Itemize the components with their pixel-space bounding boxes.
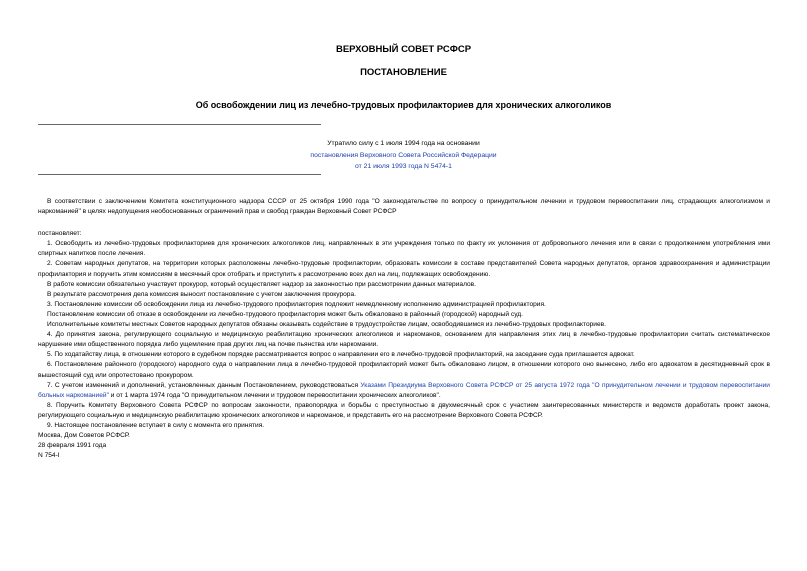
issuer-heading: ВЕРХОВНЫЙ СОВЕТ РСФСР bbox=[335, 44, 472, 55]
paragraph-3a: Постановление комиссии об отказе в освобождении из лечебно-трудового профилактория может быть обжаловано в районный (городской) народный суд. bbox=[47, 310, 523, 318]
paragraph-4: 4. До принятия закона, регулирующего социальную и медицинскую реабилитацию хронических алкоголиков и наркоманов, основанием для направления этих лиц в лечебно-трудовые профилактории считать систематическое нарушение ими общественного порядка либо ущемление прав других лиц на почве пьянства или наркомании. bbox=[38, 331, 770, 349]
paragraph-7-lead: 7. С учетом изменений и дополнений, установленных данным Постановлением, руководствоваться bbox=[47, 381, 361, 389]
paragraph-7 bbox=[38, 381, 770, 401]
paragraph-2a: В работе комиссии обязательно участвует прокурор, который осуществляет надзор за законностью при рассмотрении данных материалов. bbox=[47, 280, 476, 288]
paragraph-3: 3. Постановление комиссии об освобождении лица из лечебно-трудового профилактория подлежит немедленному исполнению администрацией профилактория. bbox=[47, 300, 546, 308]
document-title: Об освобождении лиц из лечебно-трудовых профилакториев для хронических алкоголиков bbox=[195, 100, 612, 110]
signature-date: 28 февраля 1991 года bbox=[38, 442, 107, 450]
top-divider bbox=[38, 124, 321, 125]
document-type-heading: ПОСТАНОВЛЕНИЕ bbox=[360, 67, 447, 78]
presidium-decrees-link[interactable]: Указами Президиума Верховного Совета РСФСР от 25 августа 1972 года "О принудительном лечении и трудовом перевоспитании больных наркоманией" bbox=[38, 381, 770, 399]
document-body bbox=[38, 197, 770, 461]
preamble-paragraph: В соответствии с заключением Комитета конституционного надзора СССР от 25 октября 1990 года "О законодательстве по вопросу о принудительном лечении и трудовом перевоспитании лиц, страдающих алкоголизмом и наркоманией" в целях недопущения необоснованных ограничений прав и свобод граждан Верховный Совет РСФСР bbox=[38, 198, 770, 216]
repeal-decree-link[interactable]: постановления Верховного Совета Российской Федерации bbox=[310, 151, 497, 159]
paragraph-8: 8. Поручить Комитету Верховного Совета РСФСР по вопросам законности, правопорядка и борьбы с преступностью в двухмесячный срок с участием заинтересованных министерств и ведомств доработать проект закона, регулирующего социальную и медицинскую реабилитацию хронических алкоголиков и наркоманов, и представить его на рассмотрение Верховного Совета РСФСР. bbox=[38, 401, 770, 419]
paragraph-9: 9. Настоящее постановление вступает в силу с момента его принятия. bbox=[47, 421, 265, 429]
status-note bbox=[0, 138, 807, 173]
paragraph-2: 2. Советам народных депутатов, на территории которых расположены лечебно-трудовые профилактории, образовать комиссии в составе представителей Совета народных депутатов, органов здравоохранения и администрации профилактория и поручить этим комиссиям в месячный срок отобрать и приступить к рассмотрению всех дел на лиц, подлежащих освобождению. bbox=[38, 260, 770, 278]
paragraph-6: 6. Постановление районного (городского) народного суда о направлении лица в лечебно-трудовой профилакторий может быть обжаловано лицом, в отношении которого оно вынесено, либо его адвокатом в десятидневный срок в вышестоящий суд или опротестовано прокурором. bbox=[38, 361, 770, 379]
signature-number: N 754-I bbox=[38, 452, 60, 460]
paragraph-2b: В результате рассмотрения дела комиссия выносит постановление с учетом заключения прокурора. bbox=[47, 290, 356, 298]
bottom-divider bbox=[38, 174, 321, 175]
paragraph-5: 5. По ходатайству лица, в отношении которого в судебном порядке рассматривается вопрос о направлении его в лечебно-трудовой профилакторий, на заседание суда приглашается адвокат. bbox=[47, 351, 635, 359]
signature-place: Москва, Дом Советов РСФСР. bbox=[38, 432, 130, 440]
status-note-line1: Утратило силу с 1 июля 1994 года на основании bbox=[327, 140, 480, 147]
resolves-line: постановляет: bbox=[38, 230, 82, 238]
paragraph-1: 1. Освободить из лечебно-трудовых профилакториев для хронических алкоголиков лиц, направленных в эти учреждения только по факту их уклонения от добровольного лечения или в связи с продолжением употребления ими спиртных напитков после лечения. bbox=[38, 240, 770, 258]
paragraph-3b: Исполнительные комитеты местных Советов народных депутатов обязаны оказывать содействие в трудоустройстве лицам, освободившимся из лечебно-трудовых профилакториев. bbox=[47, 321, 606, 329]
paragraph-7-tail: и от 1 марта 1974 года "О принудительном лечении и трудовом перевоспитании хронических алкоголиков". bbox=[108, 391, 441, 399]
repeal-decree-date-link[interactable]: от 21 июля 1993 года N 5474-1 bbox=[355, 163, 452, 170]
